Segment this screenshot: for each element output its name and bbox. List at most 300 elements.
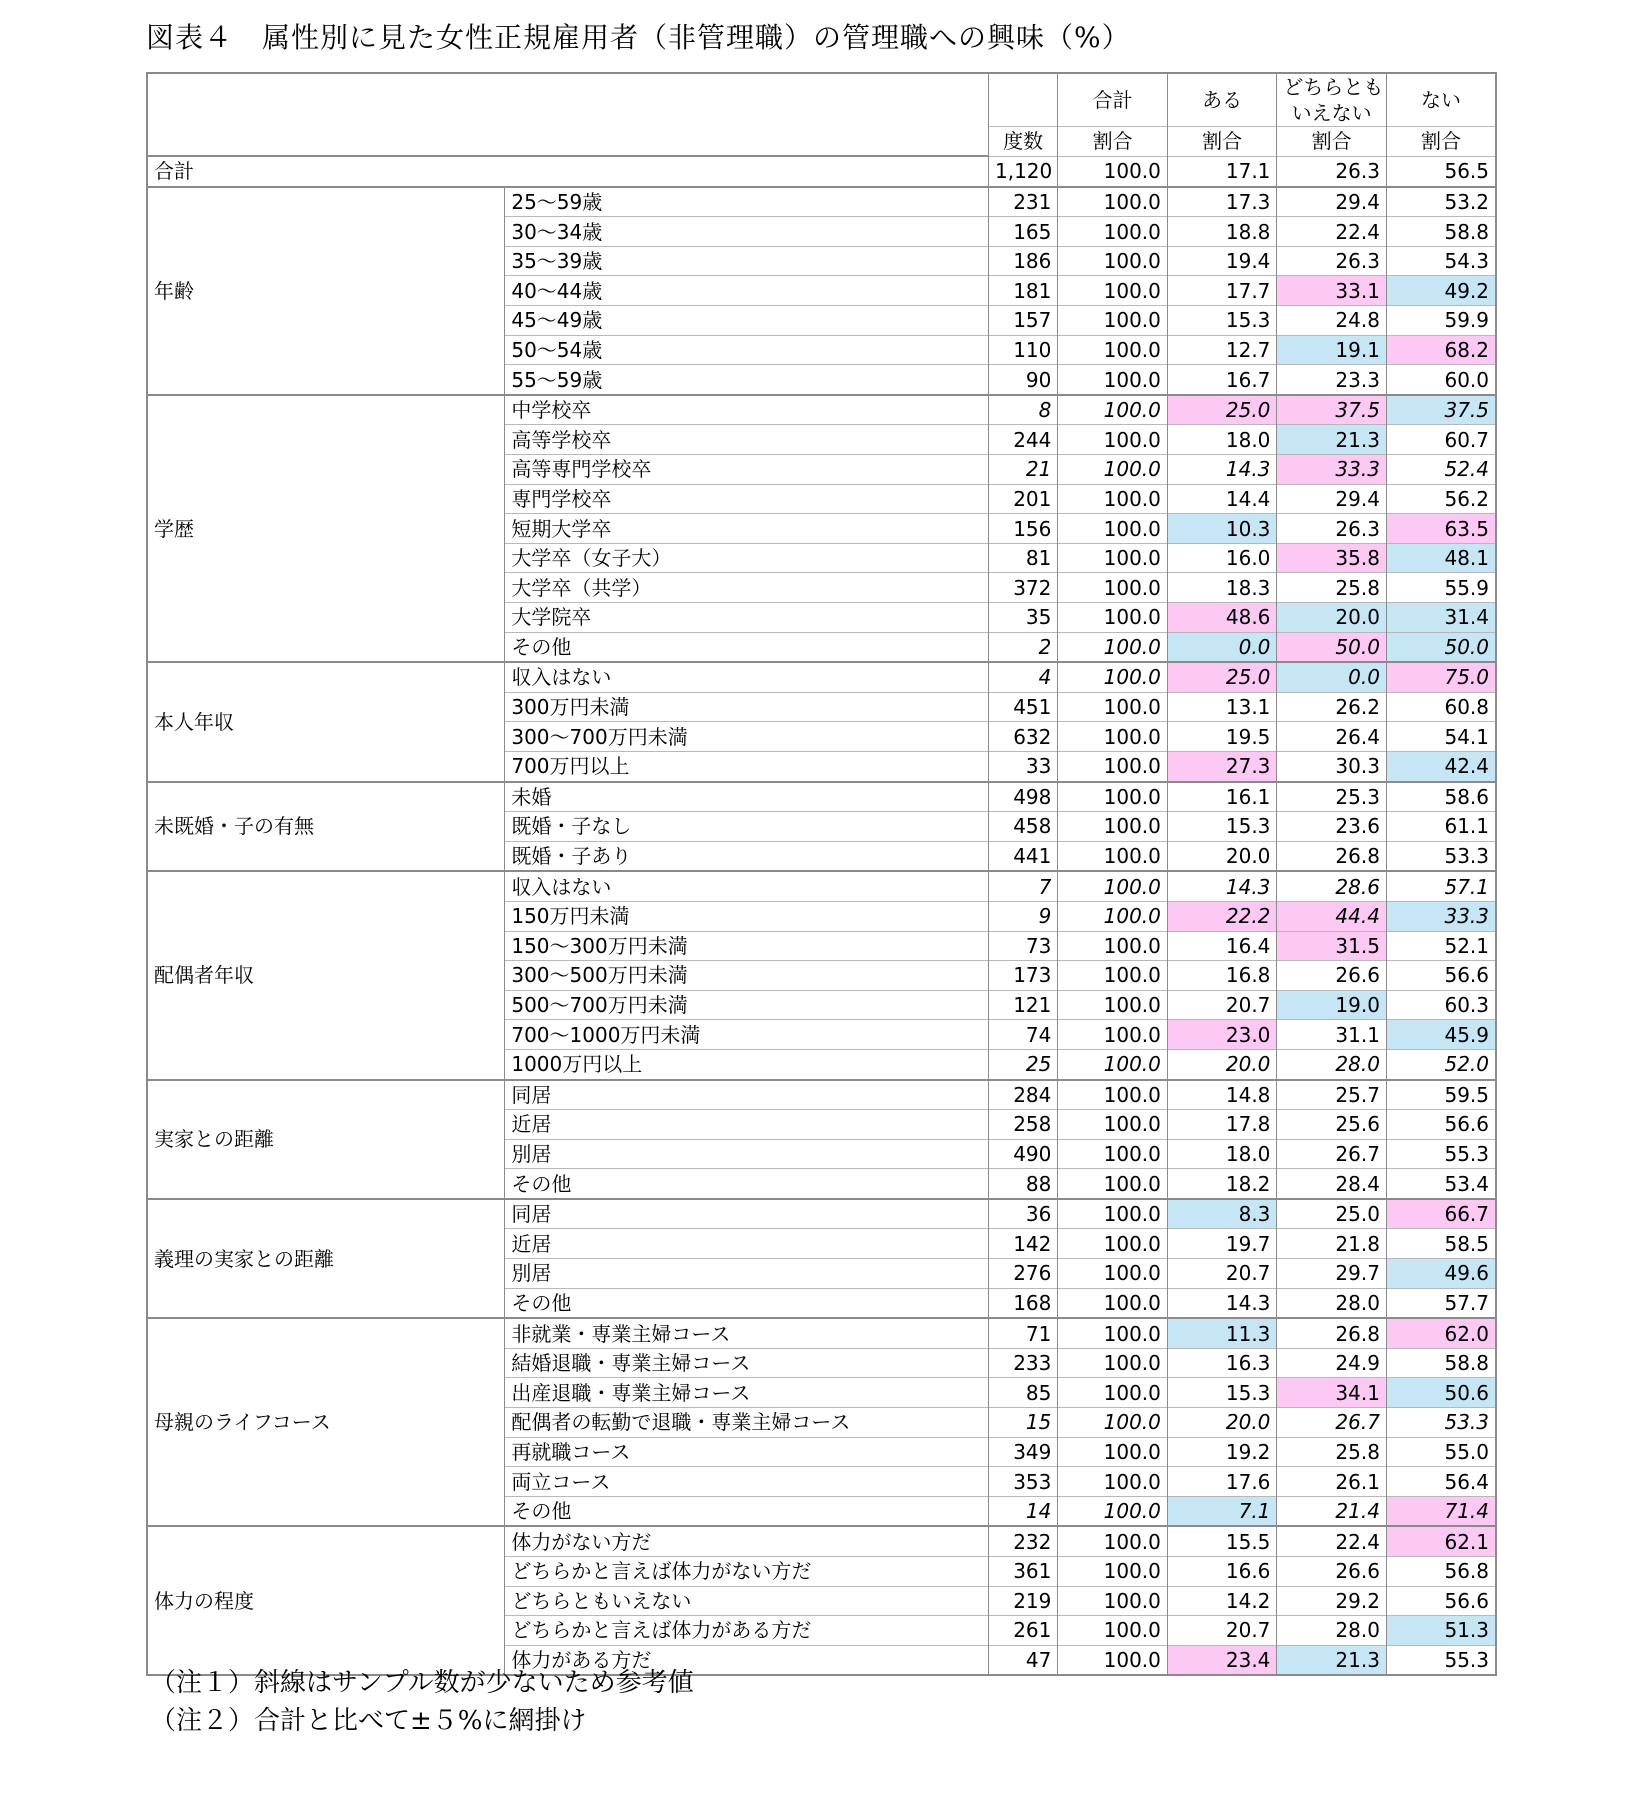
cell-count: 21 xyxy=(988,455,1057,485)
cell-count: 157 xyxy=(988,306,1057,336)
cell-aru: 14.3 xyxy=(1167,455,1277,485)
category-label: 実家との距離 xyxy=(147,1080,505,1199)
cell-total: 100.0 xyxy=(1058,871,1168,901)
cell-aru: 14.3 xyxy=(1167,1288,1277,1318)
cell-dochira: 29.4 xyxy=(1277,187,1387,217)
header-ratio-aru: 割合 xyxy=(1167,127,1277,157)
table-row xyxy=(147,1526,1496,1556)
cell-dochira: 28.4 xyxy=(1277,1169,1387,1199)
cell-dochira: 44.4 xyxy=(1277,901,1387,931)
cell-nai: 57.7 xyxy=(1386,1288,1496,1318)
cell-nai: 60.3 xyxy=(1386,990,1496,1020)
cell-aru: 16.7 xyxy=(1167,365,1277,395)
cell-nai: 50.0 xyxy=(1386,632,1496,662)
cell-dochira: 29.2 xyxy=(1277,1586,1387,1616)
total-nai: 56.5 xyxy=(1386,156,1496,187)
cell-aru: 17.3 xyxy=(1167,187,1277,217)
cell-nai: 54.1 xyxy=(1386,722,1496,752)
cell-count: 81 xyxy=(988,543,1057,573)
row-label: どちらかと言えば体力がない方だ xyxy=(505,1557,989,1587)
cell-total: 100.0 xyxy=(1058,335,1168,365)
cell-dochira: 26.7 xyxy=(1277,1139,1387,1169)
cell-nai: 42.4 xyxy=(1386,751,1496,781)
row-label: 大学卒（女子大） xyxy=(505,543,989,573)
cell-nai: 60.7 xyxy=(1386,425,1496,455)
cell-count: 15 xyxy=(988,1408,1057,1438)
row-label: どちらともいえない xyxy=(505,1586,989,1616)
cell-nai: 55.3 xyxy=(1386,1645,1496,1675)
cell-dochira: 19.1 xyxy=(1277,335,1387,365)
total-dochira: 26.3 xyxy=(1277,156,1387,187)
cell-dochira: 25.3 xyxy=(1277,782,1387,812)
cell-total: 100.0 xyxy=(1058,901,1168,931)
cell-count: 353 xyxy=(988,1467,1057,1497)
cell-total: 100.0 xyxy=(1058,1110,1168,1140)
cell-total: 100.0 xyxy=(1058,573,1168,603)
cell-count: 165 xyxy=(988,217,1057,247)
cell-count: 349 xyxy=(988,1437,1057,1467)
row-label: 大学卒（共学） xyxy=(505,573,989,603)
cell-nai: 62.1 xyxy=(1386,1526,1496,1556)
cell-count: 168 xyxy=(988,1288,1057,1318)
page-title: 図表４ 属性別に見た女性正規雇用者（非管理職）の管理職への興味（%） xyxy=(146,21,1131,54)
cell-nai: 56.6 xyxy=(1386,1110,1496,1140)
cell-count: 219 xyxy=(988,1586,1057,1616)
cell-dochira: 21.8 xyxy=(1277,1229,1387,1259)
cell-total: 100.0 xyxy=(1058,217,1168,247)
cell-dochira: 28.0 xyxy=(1277,1616,1387,1646)
row-label: 高等専門学校卒 xyxy=(505,455,989,485)
cell-dochira: 26.3 xyxy=(1277,514,1387,544)
cell-count: 2 xyxy=(988,632,1057,662)
table-row xyxy=(147,782,1496,812)
cell-aru: 12.7 xyxy=(1167,335,1277,365)
cell-count: 458 xyxy=(988,812,1057,842)
cell-nai: 57.1 xyxy=(1386,871,1496,901)
cell-count: 90 xyxy=(988,365,1057,395)
cell-aru: 14.3 xyxy=(1167,871,1277,901)
cell-total: 100.0 xyxy=(1058,1526,1168,1556)
cell-count: 4 xyxy=(988,662,1057,692)
cell-dochira: 28.6 xyxy=(1277,871,1387,901)
table-row xyxy=(147,1318,1496,1348)
cell-total: 100.0 xyxy=(1058,1259,1168,1289)
row-label: その他 xyxy=(505,632,989,662)
cell-count: 142 xyxy=(988,1229,1057,1259)
cell-dochira: 29.4 xyxy=(1277,484,1387,514)
cell-aru: 0.0 xyxy=(1167,632,1277,662)
cell-dochira: 22.4 xyxy=(1277,1526,1387,1556)
cell-aru: 20.7 xyxy=(1167,1259,1277,1289)
cell-dochira: 26.4 xyxy=(1277,722,1387,752)
row-label: その他 xyxy=(505,1169,989,1199)
cell-aru: 17.6 xyxy=(1167,1467,1277,1497)
cell-aru: 17.8 xyxy=(1167,1110,1277,1140)
cell-total: 100.0 xyxy=(1058,1020,1168,1050)
cell-total: 100.0 xyxy=(1058,1496,1168,1526)
cell-count: 276 xyxy=(988,1259,1057,1289)
cell-count: 85 xyxy=(988,1378,1057,1408)
table-row xyxy=(147,395,1496,425)
table-row xyxy=(147,187,1496,217)
cell-count: 7 xyxy=(988,871,1057,901)
category-label: 母親のライフコース xyxy=(147,1318,505,1526)
row-label: 同居 xyxy=(505,1199,989,1229)
cell-dochira: 30.3 xyxy=(1277,751,1387,781)
cell-dochira: 19.0 xyxy=(1277,990,1387,1020)
cell-aru: 16.8 xyxy=(1167,961,1277,991)
cell-aru: 15.3 xyxy=(1167,1378,1277,1408)
cell-count: 181 xyxy=(988,276,1057,306)
cell-total: 100.0 xyxy=(1058,931,1168,961)
cell-nai: 48.1 xyxy=(1386,543,1496,573)
row-label: 45～49歳 xyxy=(505,306,989,336)
cell-dochira: 24.8 xyxy=(1277,306,1387,336)
cell-count: 173 xyxy=(988,961,1057,991)
cell-total: 100.0 xyxy=(1058,1288,1168,1318)
row-label: 近居 xyxy=(505,1110,989,1140)
cell-nai: 53.4 xyxy=(1386,1169,1496,1199)
cell-aru: 14.8 xyxy=(1167,1080,1277,1110)
row-label: 40～44歳 xyxy=(505,276,989,306)
cell-aru: 8.3 xyxy=(1167,1199,1277,1229)
row-label: 高等学校卒 xyxy=(505,425,989,455)
cell-nai: 31.4 xyxy=(1386,603,1496,633)
header-row-top xyxy=(147,73,1496,127)
cell-aru: 48.6 xyxy=(1167,603,1277,633)
cell-count: 361 xyxy=(988,1557,1057,1587)
cell-nai: 52.1 xyxy=(1386,931,1496,961)
row-label: 700～1000万円未満 xyxy=(505,1020,989,1050)
cell-nai: 59.5 xyxy=(1386,1080,1496,1110)
cell-total: 100.0 xyxy=(1058,1199,1168,1229)
cell-dochira: 25.7 xyxy=(1277,1080,1387,1110)
cell-dochira: 23.6 xyxy=(1277,812,1387,842)
cell-total: 100.0 xyxy=(1058,543,1168,573)
cell-nai: 68.2 xyxy=(1386,335,1496,365)
cell-nai: 55.0 xyxy=(1386,1437,1496,1467)
cell-count: 36 xyxy=(988,1199,1057,1229)
cell-aru: 14.4 xyxy=(1167,484,1277,514)
notes xyxy=(150,1664,694,1740)
row-label: 500～700万円未満 xyxy=(505,990,989,1020)
cell-aru: 11.3 xyxy=(1167,1318,1277,1348)
row-label: 再就職コース xyxy=(505,1437,989,1467)
header-aru: ある xyxy=(1167,73,1277,127)
row-label: 300～500万円未満 xyxy=(505,961,989,991)
cell-count: 451 xyxy=(988,692,1057,722)
cell-count: 441 xyxy=(988,841,1057,871)
cell-dochira: 35.8 xyxy=(1277,543,1387,573)
total-row xyxy=(147,156,1496,187)
cell-nai: 53.3 xyxy=(1386,841,1496,871)
cell-nai: 71.4 xyxy=(1386,1496,1496,1526)
cell-total: 100.0 xyxy=(1058,246,1168,276)
cell-aru: 22.2 xyxy=(1167,901,1277,931)
header-ratio-dochira: 割合 xyxy=(1277,127,1387,157)
cell-dochira: 26.6 xyxy=(1277,1557,1387,1587)
cell-nai: 33.3 xyxy=(1386,901,1496,931)
cell-aru: 20.0 xyxy=(1167,841,1277,871)
row-label: 両立コース xyxy=(505,1467,989,1497)
cell-nai: 60.8 xyxy=(1386,692,1496,722)
cell-count: 14 xyxy=(988,1496,1057,1526)
cell-aru: 15.3 xyxy=(1167,306,1277,336)
row-label: 中学校卒 xyxy=(505,395,989,425)
cell-dochira: 24.9 xyxy=(1277,1348,1387,1378)
cell-count: 284 xyxy=(988,1080,1057,1110)
cell-aru: 20.0 xyxy=(1167,1049,1277,1079)
row-label: 既婚・子なし xyxy=(505,812,989,842)
cell-total: 100.0 xyxy=(1058,1049,1168,1079)
header-ratio-nai: 割合 xyxy=(1386,127,1496,157)
cell-nai: 56.6 xyxy=(1386,961,1496,991)
cell-nai: 63.5 xyxy=(1386,514,1496,544)
note-2: （注２）合計と比べて±５%に網掛け xyxy=(150,1706,587,1736)
cell-total: 100.0 xyxy=(1058,990,1168,1020)
cell-count: 71 xyxy=(988,1318,1057,1348)
cell-aru: 15.5 xyxy=(1167,1526,1277,1556)
cell-nai: 62.0 xyxy=(1386,1318,1496,1348)
cell-dochira: 26.6 xyxy=(1277,961,1387,991)
cell-nai: 75.0 xyxy=(1386,662,1496,692)
cell-total: 100.0 xyxy=(1058,1586,1168,1616)
cell-dochira: 31.1 xyxy=(1277,1020,1387,1050)
cell-aru: 13.1 xyxy=(1167,692,1277,722)
cell-dochira: 25.8 xyxy=(1277,573,1387,603)
row-label: 体力がない方だ xyxy=(505,1526,989,1556)
cell-count: 35 xyxy=(988,603,1057,633)
cell-total: 100.0 xyxy=(1058,722,1168,752)
row-label: 150万円未満 xyxy=(505,901,989,931)
cell-total: 100.0 xyxy=(1058,961,1168,991)
table-row xyxy=(147,871,1496,901)
cell-count: 233 xyxy=(988,1348,1057,1378)
cell-total: 100.0 xyxy=(1058,306,1168,336)
cell-count: 490 xyxy=(988,1139,1057,1169)
header-ratio-total: 割合 xyxy=(1058,127,1168,157)
data-table xyxy=(146,72,1497,1676)
cell-total: 100.0 xyxy=(1058,662,1168,692)
cell-nai: 56.2 xyxy=(1386,484,1496,514)
cell-nai: 56.4 xyxy=(1386,1467,1496,1497)
category-label: 配偶者年収 xyxy=(147,871,505,1079)
cell-dochira: 26.2 xyxy=(1277,692,1387,722)
cell-nai: 55.3 xyxy=(1386,1139,1496,1169)
total-count: 1,120 xyxy=(988,156,1057,187)
cell-nai: 52.0 xyxy=(1386,1049,1496,1079)
cell-total: 100.0 xyxy=(1058,632,1168,662)
cell-total: 100.0 xyxy=(1058,1437,1168,1467)
cell-count: 498 xyxy=(988,782,1057,812)
cell-dochira: 20.0 xyxy=(1277,603,1387,633)
cell-total: 100.0 xyxy=(1058,751,1168,781)
cell-dochira: 25.6 xyxy=(1277,1110,1387,1140)
header-dochira-line1: どちらとも xyxy=(1283,75,1384,99)
row-label: 30～34歳 xyxy=(505,217,989,247)
cell-nai: 58.6 xyxy=(1386,782,1496,812)
cell-dochira: 25.8 xyxy=(1277,1437,1387,1467)
cell-count: 47 xyxy=(988,1645,1057,1675)
cell-total: 100.0 xyxy=(1058,1229,1168,1259)
row-label: 大学院卒 xyxy=(505,603,989,633)
cell-nai: 53.3 xyxy=(1386,1408,1496,1438)
header-dochira xyxy=(1277,73,1387,127)
cell-count: 372 xyxy=(988,573,1057,603)
cell-aru: 19.2 xyxy=(1167,1437,1277,1467)
cell-count: 261 xyxy=(988,1616,1057,1646)
cell-count: 156 xyxy=(988,514,1057,544)
cell-aru: 23.4 xyxy=(1167,1645,1277,1675)
category-label: 年齢 xyxy=(147,187,505,395)
cell-aru: 20.7 xyxy=(1167,1616,1277,1646)
cell-nai: 60.0 xyxy=(1386,365,1496,395)
cell-aru: 19.5 xyxy=(1167,722,1277,752)
cell-total: 100.0 xyxy=(1058,1080,1168,1110)
cell-total: 100.0 xyxy=(1058,692,1168,722)
cell-nai: 66.7 xyxy=(1386,1199,1496,1229)
cell-total: 100.0 xyxy=(1058,841,1168,871)
cell-aru: 23.0 xyxy=(1167,1020,1277,1050)
cell-aru: 19.4 xyxy=(1167,246,1277,276)
cell-count: 73 xyxy=(988,931,1057,961)
cell-dochira: 33.3 xyxy=(1277,455,1387,485)
cell-dochira: 0.0 xyxy=(1277,662,1387,692)
cell-aru: 18.3 xyxy=(1167,573,1277,603)
row-label: どちらかと言えば体力がある方だ xyxy=(505,1616,989,1646)
header-total: 合計 xyxy=(1058,73,1168,127)
cell-nai: 61.1 xyxy=(1386,812,1496,842)
cell-total: 100.0 xyxy=(1058,1557,1168,1587)
cell-nai: 56.8 xyxy=(1386,1557,1496,1587)
cell-total: 100.0 xyxy=(1058,1169,1168,1199)
header-count-top xyxy=(988,73,1057,127)
cell-total: 100.0 xyxy=(1058,1378,1168,1408)
cell-nai: 58.5 xyxy=(1386,1229,1496,1259)
cell-total: 100.0 xyxy=(1058,1318,1168,1348)
cell-total: 100.0 xyxy=(1058,1139,1168,1169)
cell-dochira: 31.5 xyxy=(1277,931,1387,961)
cell-total: 100.0 xyxy=(1058,1348,1168,1378)
cell-dochira: 26.8 xyxy=(1277,841,1387,871)
cell-count: 186 xyxy=(988,246,1057,276)
cell-total: 100.0 xyxy=(1058,276,1168,306)
cell-dochira: 28.0 xyxy=(1277,1288,1387,1318)
cell-dochira: 29.7 xyxy=(1277,1259,1387,1289)
row-label: 150～300万円未満 xyxy=(505,931,989,961)
category-label: 本人年収 xyxy=(147,662,505,781)
row-label: 35～39歳 xyxy=(505,246,989,276)
category-label: 学歴 xyxy=(147,395,505,662)
cell-total: 100.0 xyxy=(1058,395,1168,425)
cell-dochira: 21.3 xyxy=(1277,1645,1387,1675)
cell-total: 100.0 xyxy=(1058,514,1168,544)
row-label: 55～59歳 xyxy=(505,365,989,395)
cell-nai: 55.9 xyxy=(1386,573,1496,603)
cell-aru: 16.4 xyxy=(1167,931,1277,961)
cell-count: 88 xyxy=(988,1169,1057,1199)
row-label: 配偶者の転勤で退職・専業主婦コース xyxy=(505,1408,989,1438)
row-label: 既婚・子あり xyxy=(505,841,989,871)
cell-total: 100.0 xyxy=(1058,1645,1168,1675)
row-label: 同居 xyxy=(505,1080,989,1110)
cell-dochira: 21.3 xyxy=(1277,425,1387,455)
cell-aru: 18.2 xyxy=(1167,1169,1277,1199)
cell-total: 100.0 xyxy=(1058,1408,1168,1438)
row-label: 非就業・専業主婦コース xyxy=(505,1318,989,1348)
cell-count: 201 xyxy=(988,484,1057,514)
cell-total: 100.0 xyxy=(1058,365,1168,395)
cell-nai: 37.5 xyxy=(1386,395,1496,425)
row-label: その他 xyxy=(505,1496,989,1526)
row-label: 未婚 xyxy=(505,782,989,812)
cell-dochira: 26.1 xyxy=(1277,1467,1387,1497)
cell-total: 100.0 xyxy=(1058,812,1168,842)
row-label: 700万円以上 xyxy=(505,751,989,781)
cell-nai: 58.8 xyxy=(1386,217,1496,247)
cell-aru: 15.3 xyxy=(1167,812,1277,842)
cell-aru: 20.7 xyxy=(1167,990,1277,1020)
cell-nai: 52.4 xyxy=(1386,455,1496,485)
cell-count: 9 xyxy=(988,901,1057,931)
row-label: 体力がある方だ xyxy=(505,1645,989,1675)
cell-nai: 49.6 xyxy=(1386,1259,1496,1289)
table-row xyxy=(147,1199,1496,1229)
cell-nai: 49.2 xyxy=(1386,276,1496,306)
cell-count: 8 xyxy=(988,395,1057,425)
cell-aru: 7.1 xyxy=(1167,1496,1277,1526)
table-row xyxy=(147,662,1496,692)
header-count: 度数 xyxy=(988,127,1057,157)
cell-total: 100.0 xyxy=(1058,425,1168,455)
cell-total: 100.0 xyxy=(1058,1467,1168,1497)
row-label: 別居 xyxy=(505,1139,989,1169)
total-label: 合計 xyxy=(147,156,988,187)
row-label: 300万円未満 xyxy=(505,692,989,722)
total-aru: 17.1 xyxy=(1167,156,1277,187)
row-label: 近居 xyxy=(505,1229,989,1259)
cell-aru: 17.7 xyxy=(1167,276,1277,306)
row-label: 出産退職・専業主婦コース xyxy=(505,1378,989,1408)
cell-nai: 45.9 xyxy=(1386,1020,1496,1050)
category-label: 体力の程度 xyxy=(147,1526,505,1675)
row-label: 短期大学卒 xyxy=(505,514,989,544)
cell-count: 74 xyxy=(988,1020,1057,1050)
cell-total: 100.0 xyxy=(1058,187,1168,217)
table-row xyxy=(147,1080,1496,1110)
cell-dochira: 28.0 xyxy=(1277,1049,1387,1079)
cell-count: 25 xyxy=(988,1049,1057,1079)
header-dochira-line2: いえない xyxy=(1291,101,1372,125)
cell-aru: 18.0 xyxy=(1167,1139,1277,1169)
total-total: 100.0 xyxy=(1058,156,1168,187)
cell-count: 632 xyxy=(988,722,1057,752)
cell-count: 110 xyxy=(988,335,1057,365)
cell-aru: 16.1 xyxy=(1167,782,1277,812)
row-label: その他 xyxy=(505,1288,989,1318)
row-label: 25～59歳 xyxy=(505,187,989,217)
cell-total: 100.0 xyxy=(1058,484,1168,514)
cell-aru: 19.7 xyxy=(1167,1229,1277,1259)
cell-aru: 20.0 xyxy=(1167,1408,1277,1438)
cell-dochira: 25.0 xyxy=(1277,1199,1387,1229)
cell-dochira: 26.3 xyxy=(1277,246,1387,276)
cell-dochira: 34.1 xyxy=(1277,1378,1387,1408)
note-1: （注１）斜線はサンプル数が少ないため参考値 xyxy=(150,1668,694,1698)
row-label: 300～700万円未満 xyxy=(505,722,989,752)
row-label: 1000万円以上 xyxy=(505,1049,989,1079)
cell-total: 100.0 xyxy=(1058,603,1168,633)
